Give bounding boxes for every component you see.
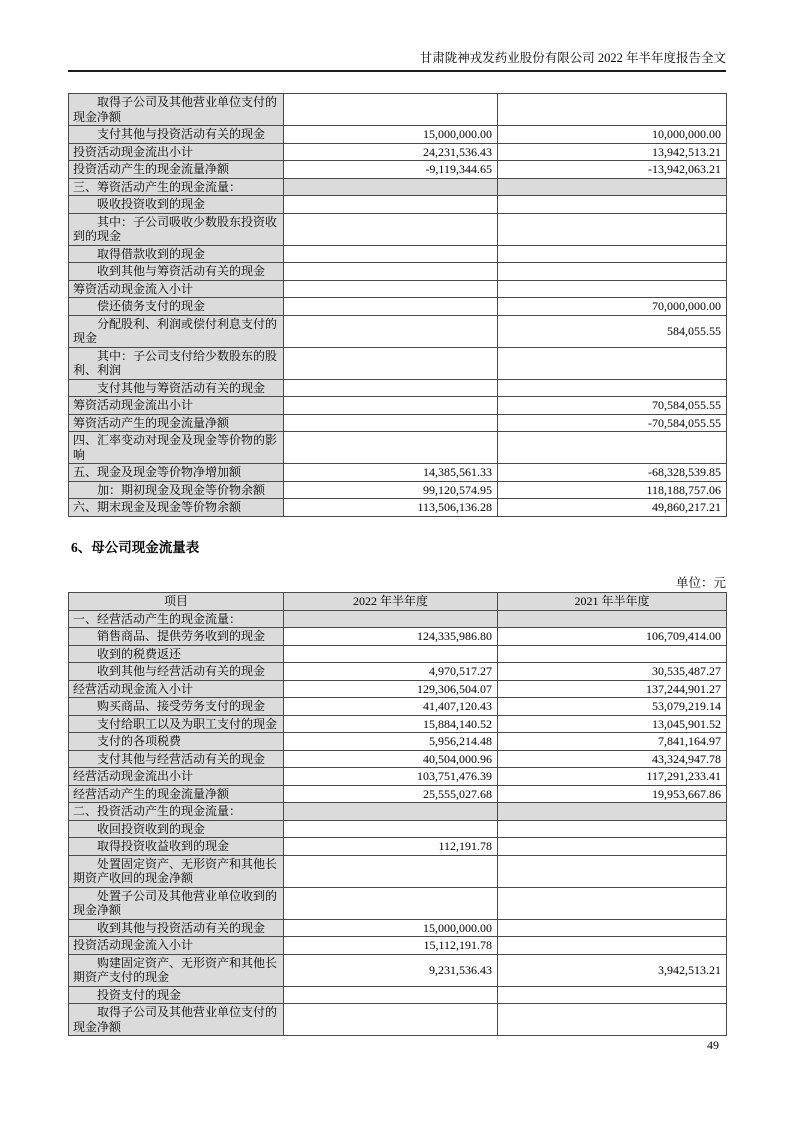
value-2022: [284, 213, 498, 245]
row-label: 收到的税费返还: [69, 645, 284, 663]
table-row: [69, 937, 727, 955]
value-2022: 4,970,517.27: [284, 663, 498, 681]
page-header-title: 甘肃陇神戎发药业股份有限公司 2022 年半年度报告全文: [419, 51, 726, 65]
row-label: 筹资活动现金流出小计: [69, 397, 284, 415]
value-2021: [498, 263, 727, 281]
value-2022: 15,000,000.00: [284, 919, 498, 937]
value-2022: [284, 397, 498, 415]
row-label: 偿还债务支付的现金: [69, 298, 284, 316]
value-2021: [498, 280, 727, 298]
row-label: 支付其他与筹资活动有关的现金: [69, 379, 284, 397]
row-label: 一、经营活动产生的现金流量：: [69, 610, 284, 628]
value-2022: [284, 245, 498, 263]
row-label: 分配股利、利润或偿付利息支付的现金: [69, 315, 284, 347]
table-row: [69, 245, 727, 263]
value-2022: 124,335,986.80: [284, 628, 498, 646]
value-2021: 7,841,164.97: [498, 733, 727, 751]
value-2022: 15,000,000.00: [284, 126, 498, 144]
row-label: 支付的各项税费: [69, 733, 284, 751]
table-row: [69, 196, 727, 214]
table-row: [69, 628, 727, 646]
value-2021: [498, 1004, 727, 1036]
row-label: 支付其他与经营活动有关的现金: [69, 750, 284, 768]
table-row: [69, 680, 727, 698]
row-label: 五、现金及现金等价物净增加额: [69, 464, 284, 482]
value-2021: 43,324,947.78: [498, 750, 727, 768]
value-2022: [284, 379, 498, 397]
value-2021: 19,953,667.86: [498, 785, 727, 803]
table-row: [69, 315, 727, 347]
table-row: [69, 820, 727, 838]
row-label: 收到其他与经营活动有关的现金: [69, 663, 284, 681]
row-label: 收到其他与筹资活动有关的现金: [69, 263, 284, 281]
row-label: 购买商品、接受劳务支付的现金: [69, 698, 284, 716]
row-label: 购建固定资产、无形资产和其他长期资产支付的现金: [69, 954, 284, 986]
row-label: 经营活动现金流入小计: [69, 680, 284, 698]
value-2021: [498, 645, 727, 663]
row-label: 加：期初现金及现金等价物余额: [69, 481, 284, 499]
value-2022: 25,555,027.68: [284, 785, 498, 803]
value-2022: [284, 178, 498, 196]
value-2021: [498, 610, 727, 628]
row-label: 投资活动现金流入小计: [69, 937, 284, 955]
table-row: [69, 855, 727, 887]
row-label: 投资活动产生的现金流量净额: [69, 161, 284, 179]
column-header-item: 项目: [69, 593, 284, 611]
value-2022: 5,956,214.48: [284, 733, 498, 751]
value-2021: 584,055.55: [498, 315, 727, 347]
table-row: [69, 768, 727, 786]
section-row: [69, 610, 727, 628]
row-label: 收到其他与投资活动有关的现金: [69, 919, 284, 937]
value-2022: [284, 820, 498, 838]
value-2021: [498, 803, 727, 821]
table-row: [69, 887, 727, 919]
row-label: 投资活动现金流出小计: [69, 143, 284, 161]
value-2022: 103,751,476.39: [284, 768, 498, 786]
value-2021: 106,709,414.00: [498, 628, 727, 646]
value-2021: [498, 919, 727, 937]
header-rule: [68, 70, 726, 72]
table-row: [69, 397, 727, 415]
section-row: [69, 178, 727, 196]
row-label: 六、期末现金及现金等价物余额: [69, 499, 284, 517]
section-row: [69, 803, 727, 821]
table-row: [69, 785, 727, 803]
value-2021: [498, 178, 727, 196]
value-2021: 70,584,055.55: [498, 397, 727, 415]
value-2022: [284, 263, 498, 281]
value-2021: 3,942,513.21: [498, 954, 727, 986]
value-2021: [498, 213, 727, 245]
table-row: [69, 432, 727, 464]
value-2022: 41,407,120.43: [284, 698, 498, 716]
value-2022: 40,504,000.96: [284, 750, 498, 768]
value-2021: [498, 196, 727, 214]
table-row: [69, 161, 727, 179]
value-2022: [284, 645, 498, 663]
value-2021: [498, 379, 727, 397]
value-2022: 15,884,140.52: [284, 715, 498, 733]
value-2022: 113,506,136.28: [284, 499, 498, 517]
value-2022: 9,231,536.43: [284, 954, 498, 986]
row-label: 收回投资收到的现金: [69, 820, 284, 838]
value-2021: 49,860,217.21: [498, 499, 727, 517]
row-label: 取得子公司及其他营业单位支付的现金净额: [69, 94, 284, 126]
table-row: [69, 414, 727, 432]
value-2022: [284, 432, 498, 464]
table-row: [69, 838, 727, 856]
table-row: [69, 280, 727, 298]
value-2021: -70,584,055.55: [498, 414, 727, 432]
table-row: [69, 663, 727, 681]
row-label: 支付其他与投资活动有关的现金: [69, 126, 284, 144]
table-row: [69, 143, 727, 161]
value-2021: 13,942,513.21: [498, 143, 727, 161]
value-2022: [284, 610, 498, 628]
unit-label: 单位：元: [675, 576, 726, 590]
value-2021: -68,328,539.85: [498, 464, 727, 482]
row-label: 筹资活动产生的现金流量净额: [69, 414, 284, 432]
value-2022: [284, 298, 498, 316]
value-2021: [498, 855, 727, 887]
table-row: [69, 698, 727, 716]
table-row: [69, 499, 727, 517]
row-label: 其中：子公司吸收少数股东投资收到的现金: [69, 213, 284, 245]
table-header-row: [69, 593, 727, 611]
table-row: [69, 1004, 727, 1036]
table-row: [69, 919, 727, 937]
value-2022: [284, 315, 498, 347]
value-2022: [284, 887, 498, 919]
value-2022: 24,231,536.43: [284, 143, 498, 161]
consolidated-cashflow-table-continued: [68, 93, 727, 517]
table-row: [69, 298, 727, 316]
row-label: 筹资活动现金流入小计: [69, 280, 284, 298]
parent-company-cashflow-table: [68, 592, 727, 1036]
value-2022: [284, 347, 498, 379]
column-header-2021: 2021 年半年度: [498, 593, 727, 611]
value-2021: -13,942,063.21: [498, 161, 727, 179]
value-2021: 10,000,000.00: [498, 126, 727, 144]
row-label: 二、投资活动产生的现金流量：: [69, 803, 284, 821]
value-2021: [498, 986, 727, 1004]
table-row: [69, 481, 727, 499]
section-title: 6、母公司现金流量表: [71, 540, 200, 555]
table-row: [69, 645, 727, 663]
value-2021: [498, 432, 727, 464]
value-2022: [284, 986, 498, 1004]
table-row: [69, 126, 727, 144]
value-2022: [284, 414, 498, 432]
value-2021: [498, 937, 727, 955]
row-label: 三、筹资活动产生的现金流量：: [69, 178, 284, 196]
value-2022: 129,306,504.07: [284, 680, 498, 698]
row-label: 取得投资收益收到的现金: [69, 838, 284, 856]
value-2021: [498, 245, 727, 263]
value-2022: [284, 94, 498, 126]
value-2022: [284, 1004, 498, 1036]
value-2022: [284, 803, 498, 821]
row-label: 经营活动产生的现金流量净额: [69, 785, 284, 803]
value-2022: -9,119,344.65: [284, 161, 498, 179]
value-2022: 99,120,574.95: [284, 481, 498, 499]
table-row: [69, 733, 727, 751]
table-row: [69, 464, 727, 482]
value-2022: [284, 196, 498, 214]
value-2021: [498, 347, 727, 379]
value-2021: 70,000,000.00: [498, 298, 727, 316]
row-label: 投资支付的现金: [69, 986, 284, 1004]
value-2021: 53,079,219.14: [498, 698, 727, 716]
value-2021: 118,188,757.06: [498, 481, 727, 499]
page-number: 49: [707, 1038, 719, 1052]
row-label: 其中：子公司支付给少数股东的股利、利润: [69, 347, 284, 379]
value-2021: 13,045,901.52: [498, 715, 727, 733]
table-row: [69, 379, 727, 397]
value-2021: 117,291,233.41: [498, 768, 727, 786]
value-2022: 14,385,561.33: [284, 464, 498, 482]
table-row: [69, 347, 727, 379]
table-row: [69, 213, 727, 245]
row-label: 销售商品、提供劳务收到的现金: [69, 628, 284, 646]
value-2022: 112,191.78: [284, 838, 498, 856]
table-row: [69, 954, 727, 986]
value-2021: [498, 838, 727, 856]
row-label: 取得子公司及其他营业单位支付的现金净额: [69, 1004, 284, 1036]
value-2021: [498, 94, 727, 126]
column-header-2022: 2022 年半年度: [284, 593, 498, 611]
value-2021: 137,244,901.27: [498, 680, 727, 698]
value-2022: [284, 280, 498, 298]
row-label: 四、汇率变动对现金及现金等价物的影响: [69, 432, 284, 464]
row-label: 支付给职工以及为职工支付的现金: [69, 715, 284, 733]
table-row: [69, 715, 727, 733]
table-row: [69, 263, 727, 281]
row-label: 取得借款收到的现金: [69, 245, 284, 263]
row-label: 处置固定资产、无形资产和其他长期资产收回的现金净额: [69, 855, 284, 887]
value-2022: 15,112,191.78: [284, 937, 498, 955]
value-2021: 30,535,487.27: [498, 663, 727, 681]
table-row: [69, 750, 727, 768]
table-row: [69, 986, 727, 1004]
value-2022: [284, 855, 498, 887]
value-2021: [498, 887, 727, 919]
row-label: 经营活动现金流出小计: [69, 768, 284, 786]
table-row: [69, 94, 727, 126]
row-label: 吸收投资收到的现金: [69, 196, 284, 214]
value-2021: [498, 820, 727, 838]
row-label: 处置子公司及其他营业单位收到的现金净额: [69, 887, 284, 919]
